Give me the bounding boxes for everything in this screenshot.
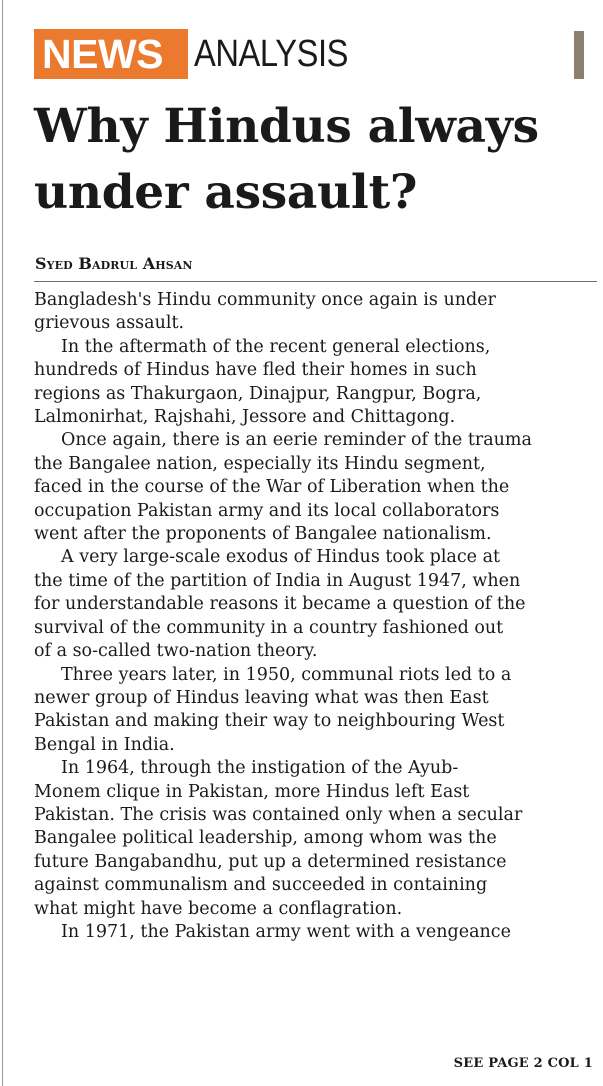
paragraph-line: faced in the course of the War of Liberation when the (34, 477, 510, 498)
paragraph-line: the Bangalee nation, especially its Hindu segment, (34, 453, 486, 474)
paragraph-line: went after the proponents of Bangalee nationalism. (34, 524, 492, 545)
section-kicker (34, 29, 373, 79)
paragraph-line: Once again, there is an eerie reminder of the trauma (61, 430, 532, 451)
paragraph-line: future Bangabandhu, put up a determined resistance (34, 851, 507, 872)
article-paragraph (34, 757, 599, 921)
article-paragraph (34, 429, 599, 546)
paragraph-line: for understandable reasons it became a question of the (34, 594, 526, 615)
paragraph-line: of a so-called two-nation theory. (34, 641, 318, 662)
paragraph-line: A very large-scale exodus of Hindus took place at (61, 547, 501, 568)
article-paragraph (34, 546, 599, 663)
headline-line-2: under assault? (34, 165, 418, 220)
paragraph-line: against communalism and succeeded in containing (34, 875, 488, 896)
paragraph-line: Monem clique in Pakistan, more Hindus left East (34, 781, 470, 802)
paragraph-line: occupation Pakistan army and its local collaborators (34, 500, 500, 521)
paragraph-line: grievous assault. (34, 313, 185, 334)
paragraph-line: hundreds of Hindus have fled their homes in such (34, 360, 477, 381)
article-paragraph (34, 289, 599, 336)
article-body (34, 289, 599, 944)
jump-line: SEE PAGE 2 COL 1 (453, 1056, 593, 1071)
paragraph-line: survival of the community in a country fashioned out (34, 617, 504, 638)
byline-divider (34, 281, 597, 282)
byline: Syed Badrul Ahsan (35, 254, 193, 273)
news-label: NEWS (34, 29, 188, 79)
headline-line-1: Why Hindus always (34, 99, 539, 154)
article-paragraph (34, 664, 599, 758)
paragraph-line: Pakistan and making their way to neighbouring West (34, 711, 505, 732)
paragraph-line: Lalmonirhat, Rajshahi, Jessore and Chittagong. (34, 407, 456, 428)
paragraph-line: Bengal in India. (34, 734, 175, 755)
paragraph-line: In 1964, through the instigation of the Ayub- (61, 758, 459, 779)
column-rule (2, 0, 3, 1086)
paragraph-line: Bangalee political leadership, among whom was the (34, 828, 497, 849)
paragraph-line: regions as Thakurgaon, Dinajpur, Rangpur, Bogra, (34, 383, 482, 404)
paragraph-line: Pakistan. The crisis was contained only when a secular (34, 804, 523, 825)
kicker-accent-bar (574, 31, 584, 79)
analysis-label: ANALYSIS (194, 33, 348, 75)
paragraph-line: what might have become a conflagration. (34, 898, 403, 919)
paragraph-line: Three years later, in 1950, communal riots led to a (61, 664, 512, 685)
paragraph-line: newer group of Hindus leaving what was then East (34, 687, 489, 708)
headline (34, 94, 599, 226)
paragraph-line: the time of the partition of India in August 1947, when (34, 570, 521, 591)
article-paragraph (34, 336, 599, 430)
paragraph-line: Bangladesh's Hindu community once again is under (34, 290, 496, 310)
article-paragraph (34, 921, 599, 944)
paragraph-line: In the aftermath of the recent general elections, (61, 336, 491, 357)
paragraph-line: In 1971, the Pakistan army went with a vengeance (61, 921, 511, 942)
